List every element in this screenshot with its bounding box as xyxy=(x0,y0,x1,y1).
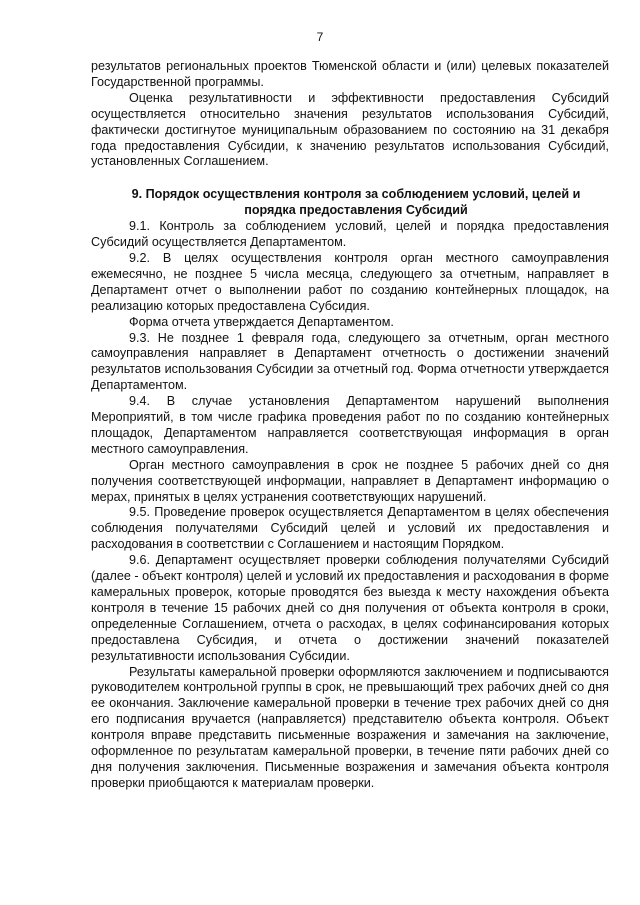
page-number: 7 xyxy=(316,30,324,44)
paragraph: 9.6. Департамент осуществляет проверки соблюдения получателями Субсидий (далее - объект контроля) целей и условий их предоставления и расходования в форме камеральных проверок, которые проводятся без выезда к месту нахождения объекта контроля в течение 15 рабочих дней со дня получения от объекта контроля в сроки, определенные Соглашением, отчета о расходах, в целях софинансирования которых предоставлена Субсидия, и отчета о достижении значений показателей результативности использования Субсидии. xyxy=(91,553,609,663)
paragraph: Форма отчета утверждается Департаментом. xyxy=(129,314,394,329)
paragraph: 9.4. В случае установления Департаментом нарушений выполнения Мероприятий, в том числе графика проведения работ по по созданию контейнерных площадок, Департаментом направляется соответствующая информация в орган местного самоуправления. xyxy=(91,394,609,456)
paragraph: 9.3. Не позднее 1 февраля года, следующего за отчетным, орган местного самоуправления направляет в Департамент отчетность о достижении значений результатов использования Субсидии за отчетный год. Форма отчетности утверждается Департаментом. xyxy=(91,330,609,393)
paragraph: Результаты камеральной проверки оформляются заключением и подписываются руководителем контрольной группы в срок, не превышающий трех рабочих дней со дня ее окончания. Заключение камеральной проверки в течение трех рабочих дней со дня его подписания вручается (направляется) представителю объекта контроля. Объект контроля вправе представить письменные возражения и замечания на заключение, оформленное по результатам камеральной проверки, в течение пяти рабочих дней со дня получения заключения. Письменные возражения и замечания объекта контроля проверки приобщаются к материалам проверки. xyxy=(91,664,609,790)
paragraph: результатов региональных проектов Тюменской области и (или) целевых показателей Государственной программы. xyxy=(91,59,609,89)
page-body xyxy=(91,59,609,792)
paragraph: Орган местного самоуправления в срок не позднее 5 рабочих дней со дня получения соответствующей информации, направляет в Департамент информацию о мерах, принятых в целях устранения соответствующих нарушений. xyxy=(91,457,609,504)
paragraph: Оценка результативности и эффективности предоставления Субсидий осуществляется относительно значения результатов использования Субсидий, фактически достигнутое муниципальным образованием по состоянию на 31 декабря года предоставления Субсидии, к значению результатов использования Субсидий, установленных Соглашением. xyxy=(91,90,609,169)
paragraph: 9.5. Проведение проверок осуществляется Департаментом в целях обеспечения соблюдения получателями Субсидий целей и условий их предоставления и расходования в соответствии с Соглашением и настоящим Порядком. xyxy=(91,505,609,552)
paragraph: 9.2. В целях осуществления контроля орган местного самоуправления ежемесячно, не позднее 5 числа месяца, следующего за отчетным, направляет в Департамент отчет о выполнении работ по созданию контейнерных площадок, на реализацию которых предоставлена Субсидия. xyxy=(91,250,609,313)
paragraph: 9.1. Контроль за соблюдением условий, целей и порядка предоставления Субсидий осуществляется Департаментом. xyxy=(91,219,609,250)
section-heading: 9. Порядок осуществления контроля за соблюдением условий, целей и порядка предоставления Субсидий xyxy=(131,187,581,218)
